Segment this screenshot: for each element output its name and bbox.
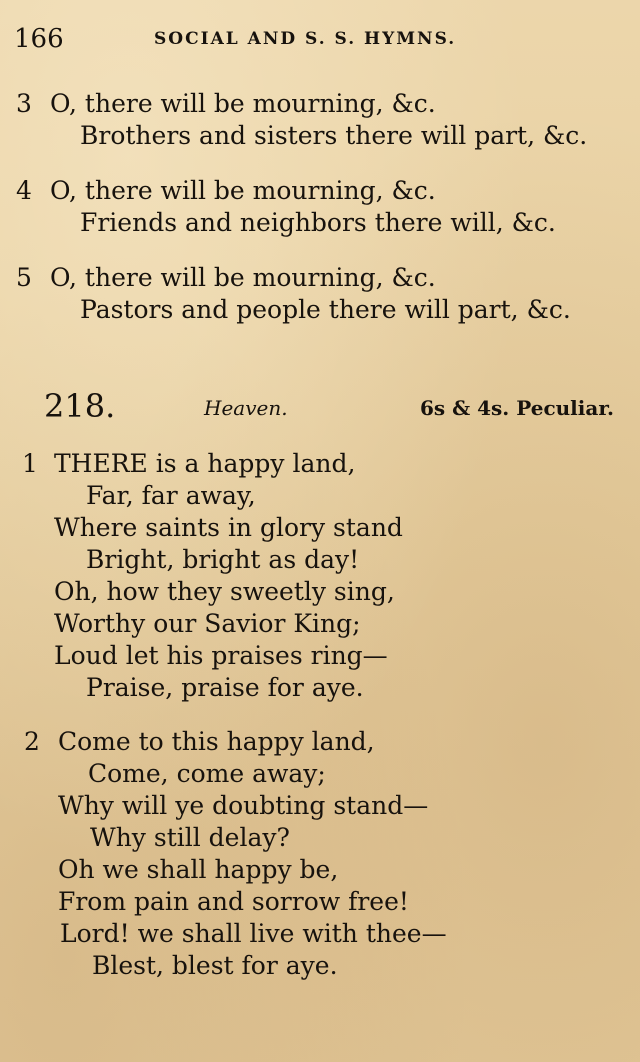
verse-number: 4 <box>16 176 32 205</box>
verse-number: 1 <box>22 449 38 478</box>
hymn-meter: 6s & 4s. Peculiar. <box>419 396 614 420</box>
verse-number: 5 <box>16 263 32 292</box>
verse-line: Oh we shall happy be, <box>58 855 339 884</box>
page-number: 166 <box>14 24 64 54</box>
verse-number: 3 <box>16 89 32 118</box>
verse-line: Come, come away; <box>88 759 326 788</box>
hymn-header <box>44 386 614 428</box>
running-head <box>14 24 626 54</box>
verse-line: Come to this happy land, <box>58 727 375 756</box>
verse-line: Praise, praise for aye. <box>86 673 364 702</box>
verse-number: 2 <box>24 727 40 756</box>
verse-line: Blest, blest for aye. <box>92 951 338 980</box>
verse-line: Worthy our Savior King; <box>54 609 361 638</box>
verse-line: From pain and sorrow free! <box>58 887 409 916</box>
hymn-subject: Heaven. <box>204 396 288 420</box>
verse-line: THERE is a happy land, <box>54 449 356 478</box>
verse-line: Where saints in glory stand <box>54 513 403 542</box>
verse-line: O, there will be mourning, &c. <box>50 89 436 118</box>
verse-line: Bright, bright as day! <box>86 545 360 574</box>
verse-line: Pastors and people there will part, &c. <box>80 295 571 324</box>
verse-line: Brothers and sisters there will part, &c. <box>80 121 588 150</box>
verse-line: Lord! we shall live with thee— <box>60 919 447 948</box>
verse-line: O, there will be mourning, &c. <box>50 176 436 205</box>
verse-line: Oh, how they sweetly sing, <box>54 577 395 606</box>
verse-line: Friends and neighbors there will, &c. <box>80 208 556 237</box>
verse-line: Far, far away, <box>86 481 256 510</box>
verse-line: O, there will be mourning, &c. <box>50 263 436 292</box>
verse-line: Why will ye doubting stand— <box>58 791 429 820</box>
running-title: SOCIAL AND S. S. HYMNS. <box>154 29 457 49</box>
verse-line: Why still delay? <box>90 823 290 852</box>
verse-line: Loud let his praises ring— <box>54 641 388 670</box>
hymn-number: 218. <box>44 387 116 425</box>
